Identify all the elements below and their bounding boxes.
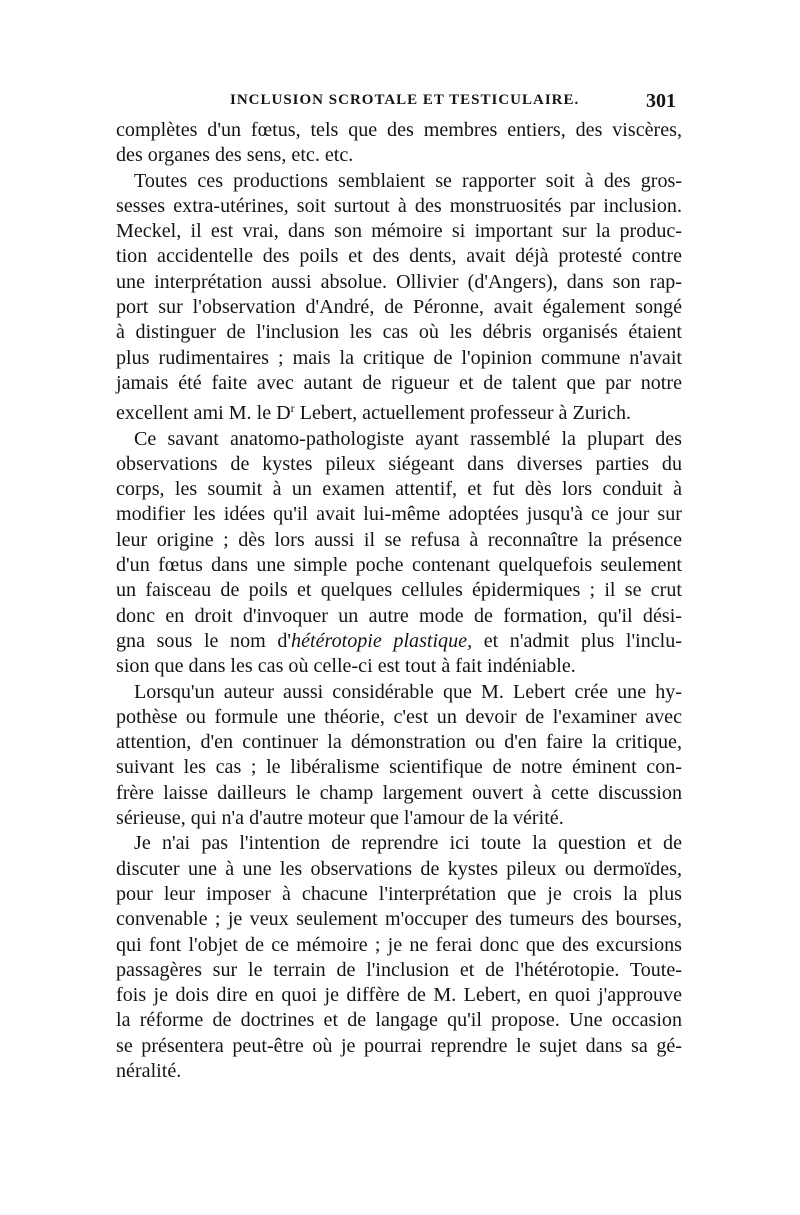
text-line: convenable ; je veux seulement m'occuper des tumeurs des bourses, (116, 908, 682, 931)
paragraph (116, 118, 682, 169)
text-line: Ce savant anatomo-pathologiste ayant rassemblé la plupart des (134, 427, 682, 450)
paragraph (116, 169, 682, 427)
text-line: jamais été faite avec autant de rigueur et de talent que par notre (116, 371, 682, 394)
text-line: Meckel, il est vrai, dans son mémoire si important sur la produc- (116, 220, 682, 243)
text-fragment: excellent ami M. le D (116, 402, 291, 425)
paragraph (116, 680, 682, 832)
text-line: pour leur imposer à chacune l'interprétation que je crois la plus (116, 882, 682, 905)
page-header (116, 92, 682, 118)
text-line: une interprétation aussi absolue. Ollivier (d'Angers), dans son rap- (116, 270, 682, 293)
text-line: tion accidentelle des poils et des dents, avait déjà protesté contre (116, 245, 682, 268)
text-line: attention, d'en continuer la démonstration ou d'en faire la critique, (116, 731, 682, 754)
text-line: fois je dois dire en quoi je diffère de M. Lebert, en quoi j'approuve (116, 984, 682, 1007)
text-line: des organes des sens, etc. etc. (116, 144, 354, 167)
text-line: à distinguer de l'inclusion les cas où les débris organisés étaient (116, 321, 682, 344)
text-line: modifier les idées qu'il avait lui-même adoptées jusqu'à ce jour sur (116, 503, 682, 526)
text-line: se présentera peut-être où je pourrai reprendre le sujet dans sa gé- (116, 1034, 682, 1057)
text-line: corps, les soumit à un examen attentif, et fut dès lors conduit à (116, 478, 682, 501)
text-line (116, 396, 682, 426)
text-fragment: gna sous le nom d' (116, 629, 292, 652)
book-page (116, 92, 682, 1084)
text-line: sion que dans les cas où celle-ci est tout à fait indéniable. (116, 655, 576, 678)
text-fragment: et n'admit plus l'inclu- (472, 629, 682, 652)
text-line: un faisceau de poils et quelques cellules épidermiques ; il se crut (116, 579, 682, 602)
running-title: INCLUSION SCROTALE ET TESTICULAIRE. (230, 92, 580, 108)
text-line: frère laisse dailleurs le champ largement ouvert à cette discussion (116, 781, 682, 804)
text-line: port sur l'observation d'André, de Péronne, avait également songé (116, 296, 682, 319)
text-line: néralité. (116, 1059, 182, 1082)
text-line: pothèse ou formule une théorie, c'est un devoir de l'examiner avec (116, 705, 682, 728)
page-number: 301 (646, 90, 676, 112)
text-line: observations de kystes pileux siégeant dans diverses parties du (116, 452, 682, 475)
text-line: passagères sur le terrain de l'inclusion et de l'hétérotopie. Toute- (116, 958, 682, 981)
text-line: discuter une à une les observations de kystes pileux ou dermoïdes, (116, 857, 682, 880)
paragraph (116, 427, 682, 680)
text-line: Lorsqu'un auteur aussi considérable que M. Lebert crée une hy- (134, 680, 682, 703)
text-line: la réforme de doctrines et de langage qu'il propose. Une occasion (116, 1009, 682, 1032)
text-line: qui font l'objet de ce mémoire ; je ne ferai donc que des excursions (116, 933, 682, 956)
text-line: sesses extra-utérines, soit surtout à des monstruosités par inclusion. (116, 194, 682, 217)
text-line: leur origine ; dès lors aussi il se refusa à reconnaître la présence (116, 528, 682, 551)
paragraph (116, 831, 682, 1084)
text-line: Je n'ai pas l'intention de reprendre ici toute la question et de (134, 832, 682, 855)
text-line: plus rudimentaires ; mais la critique de l'opinion commune n'avait (116, 346, 682, 369)
text-line: d'un fœtus dans une simple poche contenant quelquefois seulement (116, 554, 682, 577)
italic-term: hétérotopie plastique, (291, 629, 473, 652)
text-fragment: Lebert, actuellement professeur à Zurich. (299, 402, 632, 425)
body-text (116, 118, 682, 1084)
text-line: sérieuse, qui n'a d'autre moteur que l'amour de la vérité. (116, 807, 564, 830)
text-line: donc en droit d'invoquer un autre mode de formation, qu'il dési- (116, 604, 682, 627)
text-line: Toutes ces productions semblaient se rapporter soit à des gros- (134, 169, 682, 192)
text-line: complètes d'un fœtus, tels que des membres entiers, des viscères, (116, 119, 682, 141)
text-line (116, 629, 682, 654)
text-line: suivant les cas ; le libéralisme scientifique de notre éminent con- (116, 756, 682, 779)
superscript: r (290, 401, 295, 416)
